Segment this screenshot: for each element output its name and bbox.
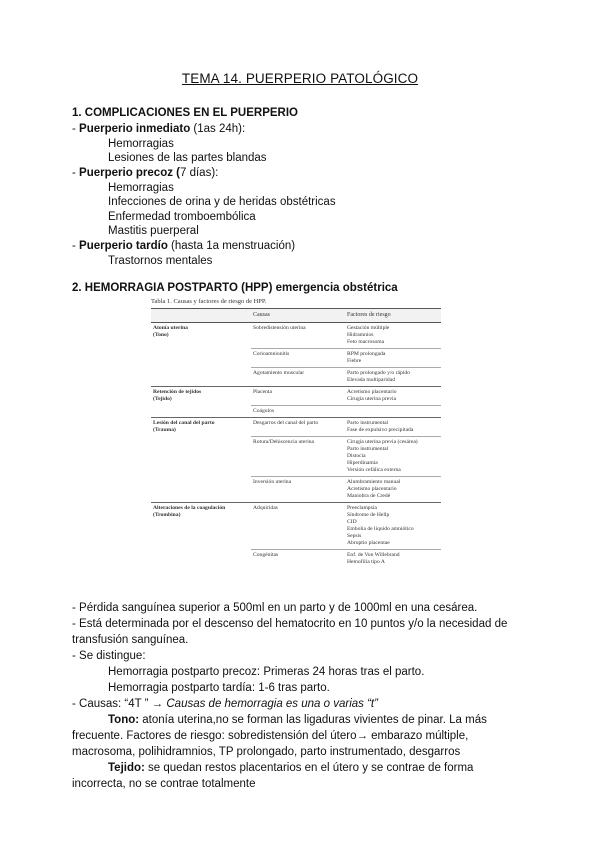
risk-factor: Parto prolongado y/o rápido <box>347 370 410 376</box>
risk-factors-cell <box>345 503 441 550</box>
list-item: Lesiones de las partes blandas <box>108 152 267 164</box>
cause-group-label: Alteraciones de la coagulación <box>153 505 226 511</box>
risk-factors-cell <box>345 550 441 569</box>
risk-factors-cell <box>345 349 441 368</box>
cause-group <box>151 550 251 569</box>
section2-heading: 2. HEMORRAGIA POSTPARTO (HPP) emergencia obstétrica <box>72 282 398 294</box>
cause-cell: Corioamnionitis <box>251 349 345 368</box>
list-item: Enfermedad tromboembólica <box>108 211 256 223</box>
cause-cell: Congénitas <box>251 550 345 569</box>
cause-cell: Adquiridas <box>251 503 345 550</box>
body-tono-3: macrosoma, polihidramnios, TP prolongado, parto instrumentado, desgarros <box>72 746 461 758</box>
risk-factor: Alumbramiento manual <box>347 479 401 485</box>
body-p3a: Hemorragia postparto precoz: Primeras 24 horas tras el parto. <box>108 666 425 678</box>
body-p2a: - Está determinada por el descenso del hematocrito en 10 puntos y/o la necesidad de <box>72 618 508 630</box>
risk-table-figure <box>151 298 441 568</box>
risk-factor: Síndrome de Hellp <box>347 512 390 518</box>
risk-factor: RPM prolongada <box>347 351 386 357</box>
list-item: Trastornos mentales <box>108 255 213 267</box>
risk-factors-cell <box>345 477 441 503</box>
cause-group-label: Lesión del canal del parto <box>153 420 215 426</box>
table-row <box>151 323 441 349</box>
risk-factor: Acretismo placentario <box>347 389 397 395</box>
risk-table <box>151 308 441 568</box>
risk-factors-cell <box>345 437 441 477</box>
table-header: Causas <box>251 309 345 323</box>
risk-factor: Maniobra de Credé <box>347 493 391 499</box>
risk-factor: Embolia de líquido amniótico <box>347 526 414 532</box>
risk-factor: Versión cefálica externa <box>347 467 401 473</box>
risk-factors-cell <box>345 418 441 437</box>
body-p1: - Pérdida sanguínea superior a 500ml en un parto y de 1000ml en una cesárea. <box>72 602 478 614</box>
risk-factor: Cirugía uterina previa <box>347 396 397 402</box>
risk-factors-cell <box>345 323 441 349</box>
risk-factor: Parto instrumental <box>347 420 389 426</box>
cause-group <box>151 503 251 550</box>
cause-group-tag: (Trombina) <box>153 512 181 518</box>
cause-cell: Rotura/Dehiscencia uterina <box>251 437 345 477</box>
table-row <box>151 503 441 550</box>
cause-group <box>151 349 251 368</box>
table-row <box>151 406 441 418</box>
risk-factor: Parto instrumental <box>347 446 389 452</box>
risk-factor: Distocia <box>347 453 366 459</box>
table-row <box>151 387 441 406</box>
risk-factor: Elevada multiparidad <box>347 377 395 383</box>
body-tono: Tono: atonía uterina,no se forman las ligaduras vivientes de pinar. La más <box>108 714 487 726</box>
list-item: Infecciones de orina y de heridas obstétricas <box>108 196 336 208</box>
risk-factors-cell <box>345 368 441 387</box>
list-item: Hemorragias <box>108 138 174 150</box>
cause-group-tag: (Trauma) <box>153 427 176 433</box>
cause-group <box>151 437 251 477</box>
risk-factor: Fase de expulsivo precipitada <box>347 427 414 433</box>
body-tejido: Tejido: se quedan restos placentarios en el útero y se contrae de forma <box>108 762 474 774</box>
page-title: TEMA 14. PUERPERIO PATOLÓGICO <box>181 71 419 86</box>
body-p2b: transfusión sanguínea. <box>72 634 189 646</box>
table-header <box>151 309 251 323</box>
table-row <box>151 368 441 387</box>
risk-factors-cell <box>345 406 441 418</box>
body-p4: - Causas: “4T ” → Causas de hemorragia es una o varias “t” <box>72 698 378 710</box>
cause-group <box>151 387 251 406</box>
risk-factor: Enf. de Von Willebrand <box>347 552 400 558</box>
risk-factor: Acretismo placentario <box>347 486 397 492</box>
cause-cell: Coágulos <box>251 406 345 418</box>
body-tono-2: frecuente. Factores de riesgo: sobredistensión del útero→ embarazo múltiple, <box>72 730 469 742</box>
risk-factor: Fiebre <box>347 358 362 364</box>
risk-factors-cell <box>345 387 441 406</box>
risk-factor: Gestación múltiple <box>347 325 390 331</box>
risk-factor: Hidramnios <box>347 332 374 338</box>
cause-cell: Inversión uterina <box>251 477 345 503</box>
cause-cell: Placenta <box>251 387 345 406</box>
table-header: Factores de riesgo <box>345 309 441 323</box>
risk-factor: Cirugía uterina previa (cesárea) <box>347 439 418 445</box>
cause-cell: Desgarros del canal del parto <box>251 418 345 437</box>
group-inmediato: - Puerperio inmediato (1as 24h): <box>72 123 246 135</box>
body-p3b: Hemorragia postparto tardía: 1-6 tras parto. <box>108 682 330 694</box>
table-row <box>151 550 441 569</box>
section1-heading: 1. COMPLICACIONES EN EL PUERPERIO <box>72 107 298 119</box>
risk-factor: Abruptio placentae <box>347 540 390 546</box>
group-precoz: - Puerperio precoz (7 días): <box>72 167 219 179</box>
table-row <box>151 437 441 477</box>
body-p3: - Se distingue: <box>72 650 146 662</box>
cause-group-tag: (Tono) <box>153 332 169 338</box>
cause-group <box>151 477 251 503</box>
cause-group-label: Atonía uterina <box>153 325 188 331</box>
cause-group-label: Retención de tejidos <box>153 389 202 395</box>
cause-cell: Sobredistensión uterina <box>251 323 345 349</box>
cause-group <box>151 368 251 387</box>
cause-group-tag: (Tejido) <box>153 396 172 402</box>
table-row <box>151 418 441 437</box>
risk-factor: Hemofilia tipo A <box>347 559 385 565</box>
list-item: Hemorragias <box>108 182 174 194</box>
risk-factor: Preeclampsia <box>347 505 377 511</box>
risk-factor: CID <box>347 519 357 525</box>
cause-group <box>151 406 251 418</box>
cause-group <box>151 418 251 437</box>
list-item: Mastitis puerperal <box>108 225 199 237</box>
cause-cell: Agotamiento muscular <box>251 368 345 387</box>
cause-group <box>151 323 251 349</box>
body-tejido-2: incorrecta, no se contrae totalmente <box>72 778 256 790</box>
group-tardio: - Puerperio tardío (hasta 1a menstruación) <box>72 240 296 252</box>
table-row <box>151 477 441 503</box>
risk-factor: Hiperdinamia <box>347 460 378 466</box>
risk-factor: Feto macrosoma <box>347 339 385 345</box>
table-caption: Tabla 1. Causas y factores de riesgo de HPP. <box>151 298 267 305</box>
table-row <box>151 349 441 368</box>
risk-factor: Sepsis <box>347 533 362 539</box>
